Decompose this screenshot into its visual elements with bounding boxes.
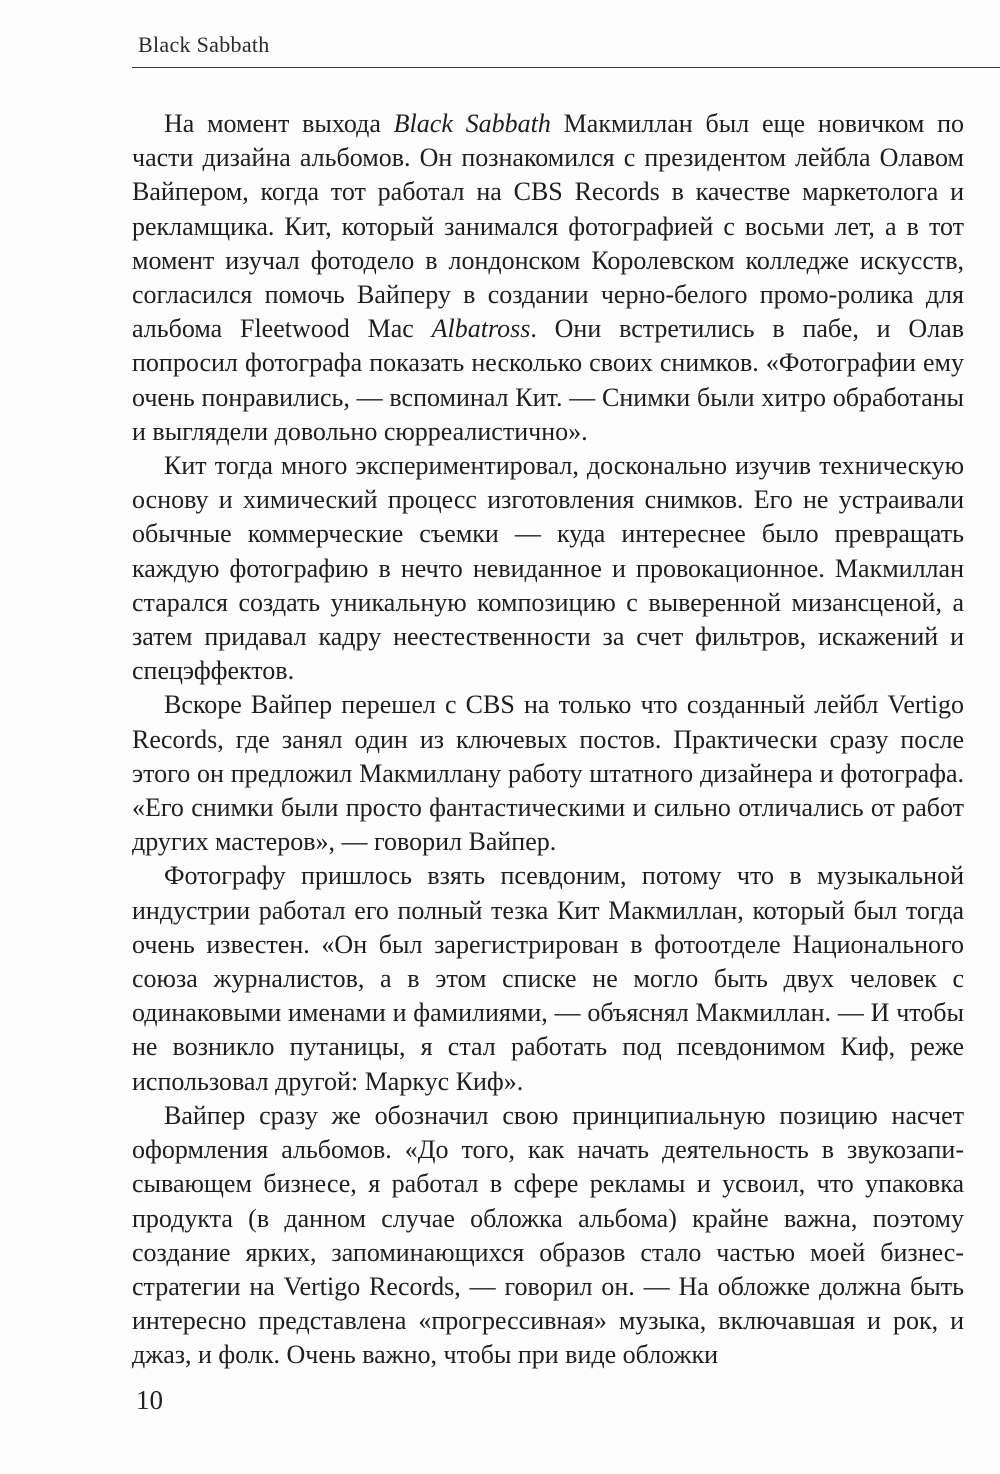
paragraph-text: . Они встретились в пабе, и Олав попросил фотографа показать несколько своих снимков. «Фотографии ему очень понравились, — вспоминал Кит. — Снимки были хитро обработаны и выглядели довольно сюрреалистично». (132, 314, 964, 446)
paragraph-text: Кит тогда много экспериментировал, досконально изучив техническую основу и химический процесс изготовления снимков. Его не устраивали обычные коммерческие съемки — куда интереснее было превращать каждую фотографию в нечто невиданное и провокационное. Макмиллан старался создать уникальную композицию с выверенной мизансценой, а затем придавал кадру неестественности за счет фильтров, искажений и спецэффектов. (132, 451, 964, 686)
header-rule (132, 67, 1000, 68)
paragraph-text: Вайпер сразу же обозначил свою принципиальную позицию насчет оформления альбомов. «До того, как начать деятельность в звукозаписывающем бизнесе, я работал в сфере рекламы и усвоил, что упаковка продукта (в данном случае обложка альбома) крайне важна, поэтому создание ярких, запоминающихся образов стало частью моей бизнес-стратегии на Vertigo Records, — говорил он. — На обложке должна быть интересно представлена «прогрессивная» музыка, включавшая и рок, и джаз, и фолк. Очень важно, чтобы при виде обложки (132, 1100, 964, 1370)
running-title: Black Sabbath (138, 32, 270, 57)
album-title: Albatross (431, 314, 531, 344)
paragraph-1 (132, 107, 964, 449)
paragraph-5 (132, 1099, 964, 1373)
album-title: Black Sabbath (393, 109, 551, 138)
paragraph-2 (132, 449, 964, 688)
paragraph-4 (132, 859, 964, 1098)
page-number: 10 (136, 1385, 163, 1415)
page-body (132, 107, 964, 1373)
paragraph-text: Фотографу пришлось взять псевдоним, потому что в музыкальной индустрии работал его полный тезка Кит Макмиллан, который был тогда очень известен. «Он был зарегистрирован в фотоотделе Национального союза журналистов, а в этом списке не могло быть двух человек с одинаковыми именами и фамилиями, — объяснял Макмиллан. — И чтобы не возникло путаницы, я стал работать под псевдонимом Киф, реже использовал другой: Маркус Киф». (132, 861, 964, 1096)
paragraph-text: На момент выхода (164, 109, 394, 138)
paragraph-3 (132, 688, 964, 859)
paragraph-text: Макмиллан был еще новичком по части дизайна альбомов. Он познакомился с президентом лейбла Олавом Вайпером, когда тот работал на CBS Records в качестве маркетолога и рекламщика. Кит, который занимался фотографией с восьми лет, а в тот момент изучал фотодело в лондонском Королевском колледже искусств, согласился помочь Вайперу в создании черно-белого промо-ролика для альбома Fleetwood Mac (132, 109, 964, 344)
paragraph-text: Вскоре Вайпер перешел с CBS на только что созданный лейбл Vertigo Records, где занял один из ключевых постов. Практически сразу после этого он предложил Макмиллану работу штатного дизайнера и фотографа. «Его снимки были просто фантастическими и сильно отличались от работ других мастеров», — говорил Вайпер. (132, 690, 964, 857)
